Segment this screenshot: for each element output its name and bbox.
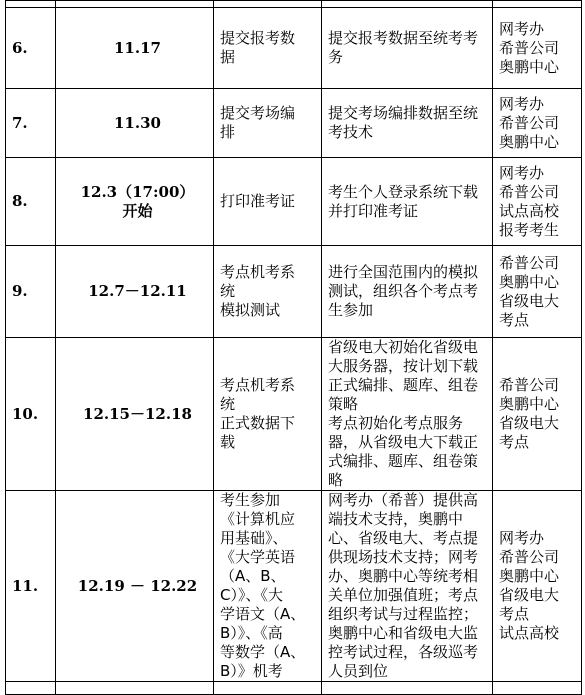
row-task: 考点机考系 统 正式数据下 载	[214, 338, 322, 491]
row-date: 12.15－12.18	[56, 338, 214, 491]
table-row	[6, 338, 582, 491]
row-content: 进行全国范围内的模拟 测试，组织各个考点考 生参加	[322, 246, 493, 338]
row-number: 10.	[6, 338, 56, 491]
row-content: 省级电大初始化省级电 大服务器，按计划下载 正式编排、题库、组卷 策略 考点初始化考点服务 器，从省级电大下载正 式编排、题库、组卷策 略	[322, 338, 493, 491]
table-row	[6, 491, 582, 682]
row-task	[214, 682, 322, 695]
row-number: 8.	[6, 158, 56, 246]
row-date: 12.7－12.11	[56, 246, 214, 338]
row-organizer	[493, 1, 582, 8]
row-date: 11.30	[56, 89, 214, 158]
row-organizer	[493, 682, 582, 695]
row-organizer: 希普公司 奥鹏中心 省级电大 考点	[493, 246, 582, 338]
schedule-table	[5, 0, 582, 695]
row-content: 考生个人登录系统下载 并打印准考证	[322, 158, 493, 246]
table-row	[6, 89, 582, 158]
row-date: 11.17	[56, 8, 214, 89]
table-row	[6, 246, 582, 338]
table-row	[6, 158, 582, 246]
row-organizer: 网考办 希普公司 奥鹏中心 省级电大 考点 试点高校	[493, 491, 582, 682]
row-number	[6, 1, 56, 8]
row-task: 考生参加 《计算机应 用基础》、 《大学英语 （A、B、 C）》、《大 学语文（A、 B）》、《高 等数学（A、 B）》机考	[214, 491, 322, 682]
row-content: 网考办（希普）提供高 端技术支持，奥鹏中 心、省级电大、考点提 供现场技术支持；网考 办、奥鹏中心等统考相 关单位加强值班；考点 组织考试与过程监控； 奥鹏中心和省级电大监 控考试过程，各级巡考 人员到位	[322, 491, 493, 682]
table-row	[6, 1, 582, 8]
row-task: 考点机考系 统 模拟测试	[214, 246, 322, 338]
row-date: 12.3（17:00） 开始	[56, 158, 214, 246]
row-content	[322, 682, 493, 695]
row-date: 12.19 － 12.22	[56, 491, 214, 682]
row-content: 提交报考数据至统考考 务	[322, 8, 493, 89]
row-task: 提交考场编 排	[214, 89, 322, 158]
row-number: 6.	[6, 8, 56, 89]
row-content: 提交考场编排数据至统 考技术	[322, 89, 493, 158]
row-number: 9.	[6, 246, 56, 338]
row-organizer: 希普公司 奥鹏中心 省级电大 考点	[493, 338, 582, 491]
table-row	[6, 8, 582, 89]
row-date	[56, 1, 214, 8]
row-organizer: 网考办 希普公司 奥鹏中心	[493, 89, 582, 158]
row-organizer: 网考办 希普公司 奥鹏中心	[493, 8, 582, 89]
row-organizer: 网考办 希普公司 试点高校 报考考生	[493, 158, 582, 246]
row-task	[214, 1, 322, 8]
row-number: 7.	[6, 89, 56, 158]
row-task: 提交报考数 据	[214, 8, 322, 89]
table-row	[6, 682, 582, 695]
row-number: 11.	[6, 491, 56, 682]
row-task: 打印准考证	[214, 158, 322, 246]
row-content	[322, 1, 493, 8]
row-number	[6, 682, 56, 695]
row-date	[56, 682, 214, 695]
